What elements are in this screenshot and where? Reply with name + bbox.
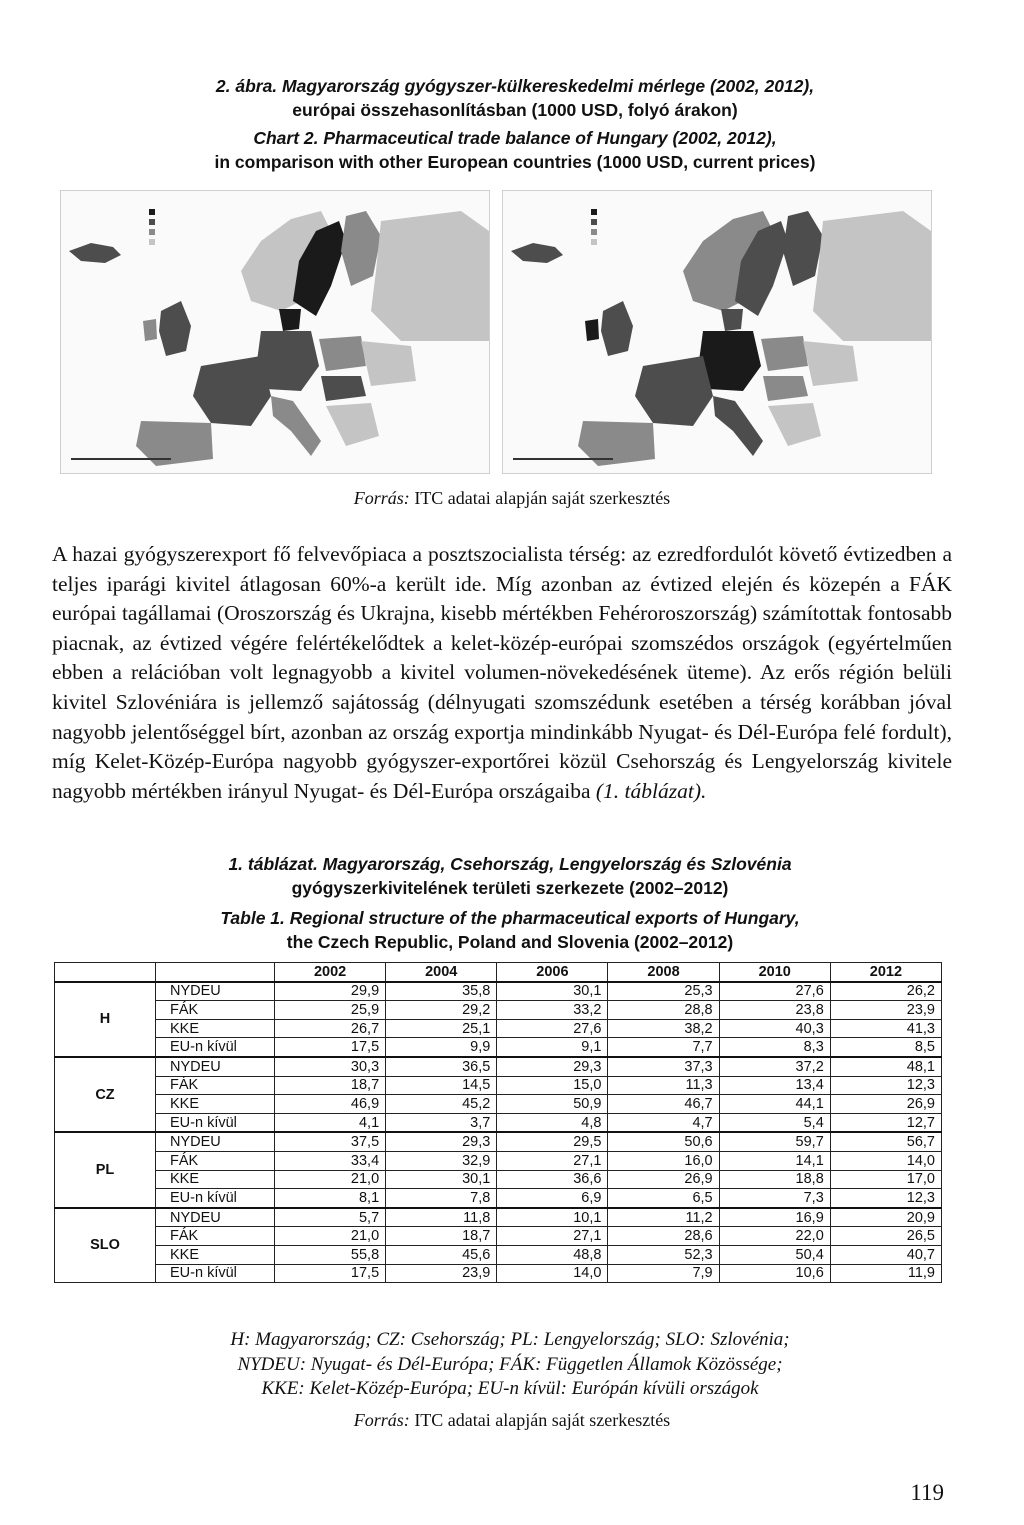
table-note-line: H: Magyarország; CZ: Csehország; PL: Lengyelország; SLO: Szlovénia; xyxy=(230,1329,790,1350)
country-cell: CZ xyxy=(55,1057,156,1132)
table-row xyxy=(55,1057,942,1076)
value-cell: 27,1 xyxy=(497,1227,608,1246)
table-row xyxy=(55,1019,942,1038)
central-europe-shape xyxy=(763,376,808,401)
header-year: 2004 xyxy=(386,963,497,982)
country-cell: SLO xyxy=(55,1208,156,1283)
value-cell: 3,7 xyxy=(386,1113,497,1132)
table-title-hu-line2: gyógyszerkivitelének területi szerkezete (2002–2012) xyxy=(291,878,729,898)
finland-shape xyxy=(783,211,823,286)
map-legend xyxy=(149,209,155,245)
value-cell: 15,0 xyxy=(497,1076,608,1095)
table-row xyxy=(55,1208,942,1227)
value-cell: 26,9 xyxy=(830,1095,941,1114)
value-cell: 46,7 xyxy=(608,1095,719,1114)
value-cell: 23,9 xyxy=(830,1001,941,1020)
category-cell: NYDEU xyxy=(156,1057,275,1076)
header-year: 2010 xyxy=(719,963,830,982)
value-cell: 7,3 xyxy=(719,1189,830,1208)
value-cell: 11,2 xyxy=(608,1208,719,1227)
value-cell: 16,0 xyxy=(608,1151,719,1170)
table-row xyxy=(55,1038,942,1057)
figure-source-label: Forrás: xyxy=(353,488,410,508)
value-cell: 27,6 xyxy=(719,982,830,1001)
header-year: 2008 xyxy=(608,963,719,982)
category-cell: EU-n kívül xyxy=(156,1113,275,1132)
value-cell: 37,5 xyxy=(275,1132,386,1151)
value-cell: 23,9 xyxy=(386,1264,497,1283)
value-cell: 7,8 xyxy=(386,1189,497,1208)
table-row xyxy=(55,1170,942,1189)
value-cell: 9,9 xyxy=(386,1038,497,1057)
value-cell: 25,3 xyxy=(608,982,719,1001)
balkans-shape xyxy=(768,403,821,446)
value-cell: 29,9 xyxy=(275,982,386,1001)
category-cell: EU-n kívül xyxy=(156,1189,275,1208)
uk-shape xyxy=(601,301,633,356)
value-cell: 20,9 xyxy=(830,1208,941,1227)
value-cell: 28,6 xyxy=(608,1227,719,1246)
value-cell: 29,3 xyxy=(497,1057,608,1076)
value-cell: 10,6 xyxy=(719,1264,830,1283)
value-cell: 36,5 xyxy=(386,1057,497,1076)
table-row xyxy=(55,1151,942,1170)
value-cell: 50,4 xyxy=(719,1245,830,1264)
value-cell: 36,6 xyxy=(497,1170,608,1189)
category-cell: NYDEU xyxy=(156,1208,275,1227)
table-header-row xyxy=(55,963,942,982)
table-row xyxy=(55,982,942,1001)
value-cell: 30,1 xyxy=(386,1170,497,1189)
export-structure-table xyxy=(54,962,942,1283)
value-cell: 11,8 xyxy=(386,1208,497,1227)
figure-source xyxy=(0,488,1024,509)
table-row xyxy=(55,1001,942,1020)
table-note-line: KKE: Kelet-Közép-Európa; EU-n kívül: Európán kívüli országok xyxy=(261,1378,759,1400)
poland-shape xyxy=(761,336,808,371)
body-paragraph-text: A hazai gyógyszerexport fő felvevőpiaca a posztszocialista térség: az ezredfordulót követő évtizedben a teljes iparági kivitel átlagosan 60%-a került ide. Míg azonban az évtized elején és közepén a FÁK európai tagállamai (Oroszország és Ukrajna, kisebb mértékben Fehéroroszország) számítottak fontosabb piacnak, az évtized végére felértékelődtek a kelet-közép-európai szomszédos országok (egyértelműen ebben a relációban volt legnagyobb a kivitel volumen-növekedésének üteme). Az erős régión belüli kivitel Szlovéniára is jellemző sajátosság (délnyugati szomszédunk esetében a térség korábban jóval nagyobb jelentőséggel bírt, azonban az ország exportja mindinkább Nyugat- és Dél-Európa felé fordult), míg Kelet-Közép-Európa nagyobb gyógyszer-exportőrei közül Csehország és Lengyelország kivitele nagyobb mértékben irányul Nyugat- és Dél-Európa országaiba xyxy=(52,542,952,803)
page-number: 119 xyxy=(910,1480,944,1505)
value-cell: 5,7 xyxy=(275,1208,386,1227)
denmark-shape xyxy=(279,309,301,331)
value-cell: 52,3 xyxy=(608,1245,719,1264)
map-2012 xyxy=(502,190,932,474)
table-title-en-line2: the Czech Republic, Poland and Slovenia (2002–2012) xyxy=(286,932,734,952)
figure-title xyxy=(120,74,910,174)
value-cell: 26,5 xyxy=(830,1227,941,1246)
value-cell: 7,7 xyxy=(608,1038,719,1057)
value-cell: 16,9 xyxy=(719,1208,830,1227)
ukraine-shape xyxy=(361,341,416,386)
table-row xyxy=(55,1095,942,1114)
value-cell: 17,5 xyxy=(275,1038,386,1057)
value-cell: 23,8 xyxy=(719,1001,830,1020)
value-cell: 11,9 xyxy=(830,1264,941,1283)
value-cell: 40,3 xyxy=(719,1019,830,1038)
value-cell: 29,2 xyxy=(386,1001,497,1020)
category-cell: KKE xyxy=(156,1095,275,1114)
uk-shape xyxy=(159,301,191,356)
value-cell: 41,3 xyxy=(830,1019,941,1038)
category-cell: KKE xyxy=(156,1019,275,1038)
balkans-shape xyxy=(326,403,379,446)
russia-shape xyxy=(371,211,489,341)
europe-maps xyxy=(60,190,930,472)
value-cell: 4,8 xyxy=(497,1113,608,1132)
figure-title-en-line2: in comparison with other European countries (1000 USD, current prices) xyxy=(214,152,816,172)
figure-title-en-line1: Chart 2. Pharmaceutical trade balance of Hungary (2002, 2012), xyxy=(253,128,777,148)
denmark-shape xyxy=(721,309,743,331)
value-cell: 14,1 xyxy=(719,1151,830,1170)
table-row xyxy=(55,1113,942,1132)
table-title-hu-line1: 1. táblázat. Magyarország, Csehország, Lengyelország és Szlovénia xyxy=(228,854,792,874)
map-legend xyxy=(591,209,597,245)
category-cell: KKE xyxy=(156,1170,275,1189)
value-cell: 18,7 xyxy=(275,1076,386,1095)
table-source xyxy=(0,1410,1024,1431)
value-cell: 26,9 xyxy=(608,1170,719,1189)
central-europe-shape xyxy=(321,376,366,401)
italy-shape xyxy=(271,396,321,456)
value-cell: 14,0 xyxy=(497,1264,608,1283)
value-cell: 30,1 xyxy=(497,982,608,1001)
table-row xyxy=(55,1189,942,1208)
value-cell: 38,2 xyxy=(608,1019,719,1038)
category-cell: NYDEU xyxy=(156,1132,275,1151)
value-cell: 4,7 xyxy=(608,1113,719,1132)
value-cell: 45,6 xyxy=(386,1245,497,1264)
value-cell: 45,2 xyxy=(386,1095,497,1114)
value-cell: 55,8 xyxy=(275,1245,386,1264)
value-cell: 59,7 xyxy=(719,1132,830,1151)
value-cell: 8,3 xyxy=(719,1038,830,1057)
table-row xyxy=(55,1076,942,1095)
category-cell: FÁK xyxy=(156,1227,275,1246)
figure-title-hu-line1: 2. ábra. Magyarország gyógyszer-külkereskedelmi mérlege (2002, 2012), xyxy=(215,76,815,96)
value-cell: 4,1 xyxy=(275,1113,386,1132)
figure-title-hu-line2: európai összehasonlításban (1000 USD, folyó árakon) xyxy=(292,100,738,120)
table-source-text: ITC adatai alapján saját szerkesztés xyxy=(414,1410,671,1430)
value-cell: 12,7 xyxy=(830,1113,941,1132)
value-cell: 37,2 xyxy=(719,1057,830,1076)
ireland-shape xyxy=(585,319,599,341)
value-cell: 28,8 xyxy=(608,1001,719,1020)
value-cell: 33,2 xyxy=(497,1001,608,1020)
poland-shape xyxy=(319,336,366,371)
value-cell: 30,3 xyxy=(275,1057,386,1076)
value-cell: 11,3 xyxy=(608,1076,719,1095)
value-cell: 8,5 xyxy=(830,1038,941,1057)
header-year: 2006 xyxy=(497,963,608,982)
table-row xyxy=(55,1245,942,1264)
france-shape xyxy=(635,356,713,426)
value-cell: 18,7 xyxy=(386,1227,497,1246)
map-2002-graphic xyxy=(61,191,489,473)
value-cell: 9,1 xyxy=(497,1038,608,1057)
value-cell: 17,5 xyxy=(275,1264,386,1283)
body-paragraph xyxy=(52,540,952,806)
value-cell: 10,1 xyxy=(497,1208,608,1227)
value-cell: 33,4 xyxy=(275,1151,386,1170)
value-cell: 44,1 xyxy=(719,1095,830,1114)
value-cell: 29,3 xyxy=(386,1132,497,1151)
table-source-label: Forrás: xyxy=(353,1410,410,1430)
iceland-shape xyxy=(511,243,563,263)
ireland-shape xyxy=(143,319,157,341)
header-empty-country xyxy=(55,963,156,982)
value-cell: 26,7 xyxy=(275,1019,386,1038)
value-cell: 13,4 xyxy=(719,1076,830,1095)
italy-shape xyxy=(713,396,763,456)
header-year: 2002 xyxy=(275,963,386,982)
value-cell: 48,1 xyxy=(830,1057,941,1076)
map-2012-graphic xyxy=(503,191,931,473)
value-cell: 12,3 xyxy=(830,1076,941,1095)
ukraine-shape xyxy=(803,341,858,386)
table-notes xyxy=(100,1328,920,1402)
value-cell: 21,0 xyxy=(275,1227,386,1246)
value-cell: 27,6 xyxy=(497,1019,608,1038)
table-note-line: NYDEU: Nyugat- és Dél-Európa; FÁK: Független Államok Közössége; xyxy=(237,1353,783,1375)
value-cell: 27,1 xyxy=(497,1151,608,1170)
table-title xyxy=(100,852,920,954)
table-title-en-line1: Table 1. Regional structure of the pharmaceutical exports of Hungary, xyxy=(220,908,800,928)
category-cell: FÁK xyxy=(156,1076,275,1095)
value-cell: 40,7 xyxy=(830,1245,941,1264)
finland-shape xyxy=(341,211,381,286)
value-cell: 25,1 xyxy=(386,1019,497,1038)
header-year: 2012 xyxy=(830,963,941,982)
category-cell: EU-n kívül xyxy=(156,1264,275,1283)
header-empty-category xyxy=(156,963,275,982)
france-shape xyxy=(193,356,271,426)
value-cell: 17,0 xyxy=(830,1170,941,1189)
value-cell: 14,0 xyxy=(830,1151,941,1170)
figure-source-text: ITC adatai alapján saját szerkesztés xyxy=(414,488,671,508)
category-cell: FÁK xyxy=(156,1151,275,1170)
russia-shape xyxy=(813,211,931,341)
table-row xyxy=(55,1132,942,1151)
category-cell: KKE xyxy=(156,1245,275,1264)
value-cell: 25,9 xyxy=(275,1001,386,1020)
value-cell: 22,0 xyxy=(719,1227,830,1246)
value-cell: 46,9 xyxy=(275,1095,386,1114)
map-2002 xyxy=(60,190,490,474)
value-cell: 6,9 xyxy=(497,1189,608,1208)
value-cell: 26,2 xyxy=(830,982,941,1001)
value-cell: 8,1 xyxy=(275,1189,386,1208)
value-cell: 50,9 xyxy=(497,1095,608,1114)
value-cell: 48,8 xyxy=(497,1245,608,1264)
value-cell: 50,6 xyxy=(608,1132,719,1151)
value-cell: 18,8 xyxy=(719,1170,830,1189)
value-cell: 56,7 xyxy=(830,1132,941,1151)
value-cell: 14,5 xyxy=(386,1076,497,1095)
table-reference: (1. táblázat). xyxy=(595,778,707,803)
value-cell: 37,3 xyxy=(608,1057,719,1076)
country-cell: H xyxy=(55,982,156,1057)
category-cell: EU-n kívül xyxy=(156,1038,275,1057)
category-cell: NYDEU xyxy=(156,982,275,1001)
value-cell: 5,4 xyxy=(719,1113,830,1132)
value-cell: 6,5 xyxy=(608,1189,719,1208)
value-cell: 7,9 xyxy=(608,1264,719,1283)
value-cell: 32,9 xyxy=(386,1151,497,1170)
iceland-shape xyxy=(69,243,121,263)
table-row xyxy=(55,1227,942,1246)
country-cell: PL xyxy=(55,1132,156,1207)
table-row xyxy=(55,1264,942,1283)
value-cell: 21,0 xyxy=(275,1170,386,1189)
value-cell: 35,8 xyxy=(386,982,497,1001)
value-cell: 29,5 xyxy=(497,1132,608,1151)
category-cell: FÁK xyxy=(156,1001,275,1020)
value-cell: 12,3 xyxy=(830,1189,941,1208)
